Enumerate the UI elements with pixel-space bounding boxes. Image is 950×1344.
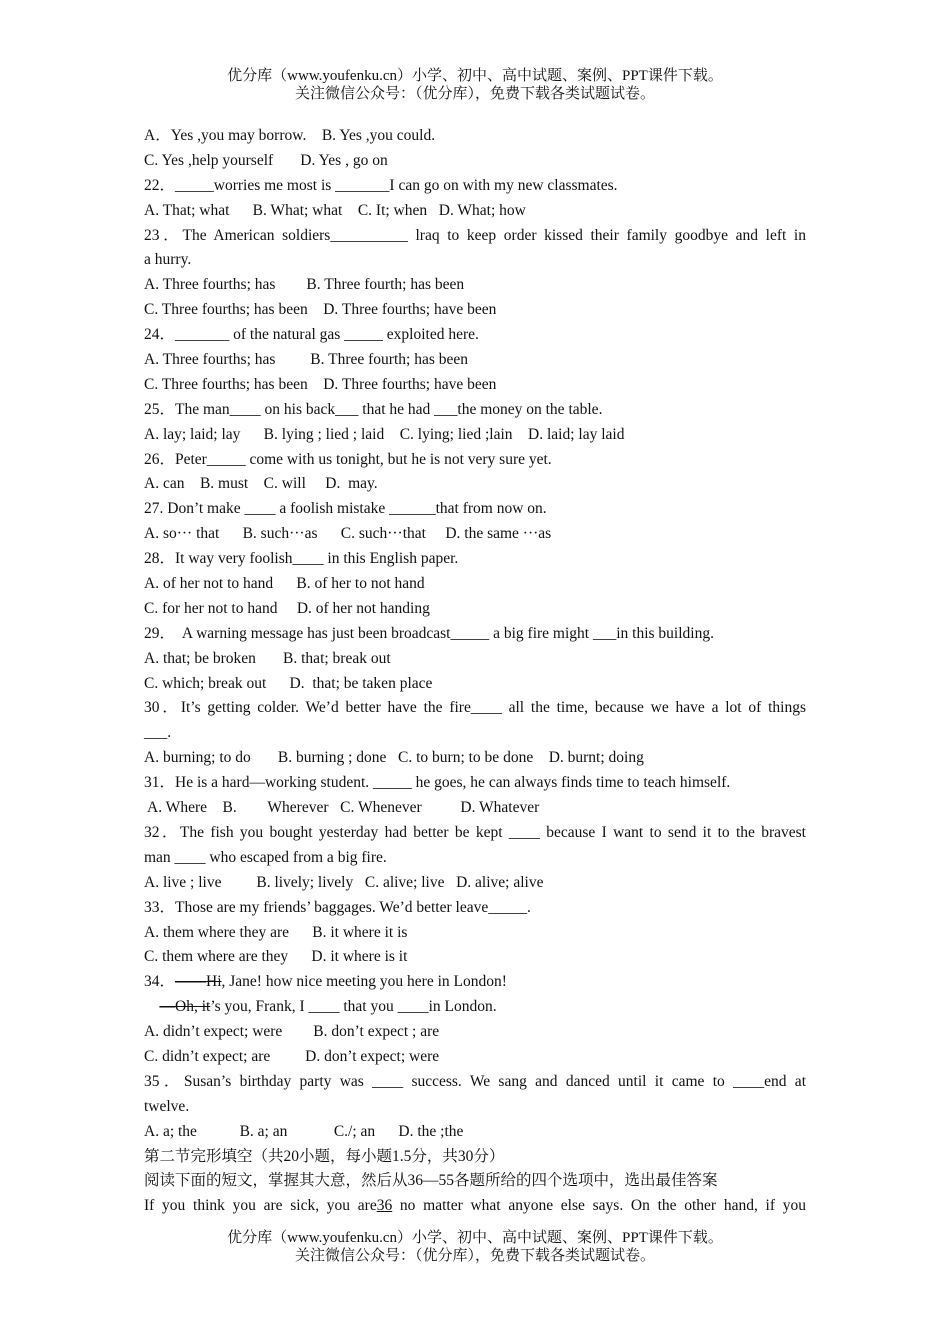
- q34-struck-text-1: ——Hi: [175, 973, 222, 991]
- q32-options: A. live ; live B. lively; lively C. alive; live D. alive; alive: [144, 873, 544, 891]
- q24-options-cd: C. Three fourths; has been D. Three fourths; have been: [144, 375, 497, 393]
- q25-options: A. lay; laid; lay B. lying ; lied ; laid C. lying; lied ;lain D. laid; lay laid: [144, 425, 625, 443]
- header-line-1: 优分库（www.youfenku.cn）小学、初中、高中试题、案例、PPT课件下载。: [227, 68, 723, 84]
- page-header: [0, 67, 950, 103]
- section-title: 第二节完形填空（共20小题，每小题1.5分，共30分）: [144, 1147, 505, 1165]
- q27-options: A. so··· that B. such···as C. such···that D. the same ···as: [144, 525, 552, 543]
- q34-number: 34．: [144, 973, 176, 991]
- q23-stem-line1: 23．The American soldiers__________ lraq to keep order kissed their family goodbye and left in: [144, 226, 806, 244]
- q30-stem-line1: 30．It’s getting colder. We’d better have the fire____ all the time, because we have a lot of things: [144, 699, 806, 717]
- q34-stem-line2: [144, 995, 806, 1020]
- q26-options: A. can B. must C. will D. may.: [144, 475, 378, 493]
- q32-stem-line1: 32．The fish you bought yesterday had better be kept ____ because I want to send it to the bravest: [144, 823, 806, 841]
- q25-stem: 25．The man____ on his back___ that he had ___the money on the table.: [144, 400, 603, 418]
- section-instructions: 阅读下面的短文，掌握其大意，然后从36—55各题所给的四个选项中，选出最佳答案: [144, 1172, 718, 1190]
- q33-options-cd: C. them where are they D. it where is it: [144, 948, 408, 966]
- q29-options-cd: C. which; break out D. that; be taken place: [144, 674, 433, 692]
- q34-stem-line1: [144, 970, 806, 995]
- q35-options: A. a; the B. a; an C./; an D. the ;the: [144, 1122, 464, 1140]
- passage-text-after: no matter what anyone else says. On the other hand, if you: [392, 1197, 806, 1215]
- q35-stem-line2: twelve.: [144, 1097, 190, 1115]
- exam-content: [144, 124, 806, 1219]
- q34-text-2: ’s you, Frank, I ____ that you ____in London.: [210, 998, 497, 1016]
- header-line-2: 关注微信公众号：（优分库），免费下载各类试题试卷。: [294, 86, 655, 102]
- q21-options-ab: A．Yes ,you may borrow. B. Yes ,you could.: [144, 127, 436, 144]
- q23-stem-line2: a hurry.: [144, 251, 192, 269]
- q28-stem: 28．It way very foolish____ in this English paper.: [144, 550, 459, 568]
- q29-options-ab: A. that; be broken B. that; break out: [144, 649, 391, 667]
- q35-stem-line1: 35．Susan’s birthday party was ____ success. We sang and danced until it came to ____end at: [144, 1072, 806, 1090]
- q23-options-ab: A. Three fourths; has B. Three fourth; has been: [144, 276, 465, 294]
- q23-options-cd: C. Three fourths; has been D. Three fourths; have been: [144, 301, 497, 319]
- q34-struck-text-2: —Oh, it: [159, 998, 211, 1016]
- q29-stem: 29． A warning message has just been broadcast_____ a big fire might ___in this building.: [144, 624, 714, 642]
- q33-stem: 33．Those are my friends’ baggages. We’d better leave_____.: [144, 898, 531, 916]
- footer-line-1: 优分库（www.youfenku.cn）小学、初中、高中试题、案例、PPT课件下载。: [227, 1230, 723, 1246]
- blank-36: 36: [376, 1197, 393, 1215]
- q26-stem: 26．Peter_____ come with us tonight, but he is not very sure yet.: [144, 450, 552, 468]
- q34-options-ab: A. didn’t expect; were B. don’t expect ; are: [144, 1023, 440, 1041]
- q24-options-ab: A. Three fourths; has B. Three fourth; has been: [144, 351, 468, 369]
- q22-stem: 22．_____worries me most is _______I can go on with my new classmates.: [144, 176, 618, 194]
- q34-options-cd: C. didn’t expect; are D. don’t expect; were: [144, 1047, 440, 1065]
- q24-stem: 24．_______ of the natural gas _____ exploited here.: [144, 326, 479, 344]
- q31-stem: 31．He is a hard—working student. _____ he goes, he can always finds time to teach himself.: [144, 774, 731, 792]
- q28-options-ab: A. of her not to hand B. of her to not hand: [144, 575, 425, 593]
- q30-stem-line2: ___.: [144, 724, 172, 742]
- passage-text-before: If you think you are sick, you are: [144, 1197, 377, 1215]
- page-footer: [0, 1229, 950, 1265]
- q30-options: A. burning; to do B. burning ; done C. to burn; to be done D. burnt; doing: [144, 749, 644, 767]
- q21-options-cd: C. Yes ,help yourself D. Yes , go on: [144, 151, 388, 169]
- q28-options-cd: C. for her not to hand D. of her not handing: [144, 599, 430, 617]
- q32-stem-line2: man ____ who escaped from a big fire.: [144, 848, 387, 866]
- q27-stem: 27. Don’t make ____ a foolish mistake ______that from now on.: [144, 500, 547, 518]
- footer-line-2: 关注微信公众号：（优分库），免费下载各类试题试卷。: [294, 1248, 655, 1264]
- q31-options: A. Where B. Wherever C. Whenever D. Whatever: [144, 799, 540, 817]
- q33-options-ab: A. them where they are B. it where it is: [144, 923, 408, 941]
- passage-first-line: [144, 1194, 806, 1219]
- q22-options: A. That; what B. What; what C. It; when D. What; how: [144, 201, 526, 219]
- q34-text-1: , Jane! how nice meeting you here in London!: [221, 973, 507, 991]
